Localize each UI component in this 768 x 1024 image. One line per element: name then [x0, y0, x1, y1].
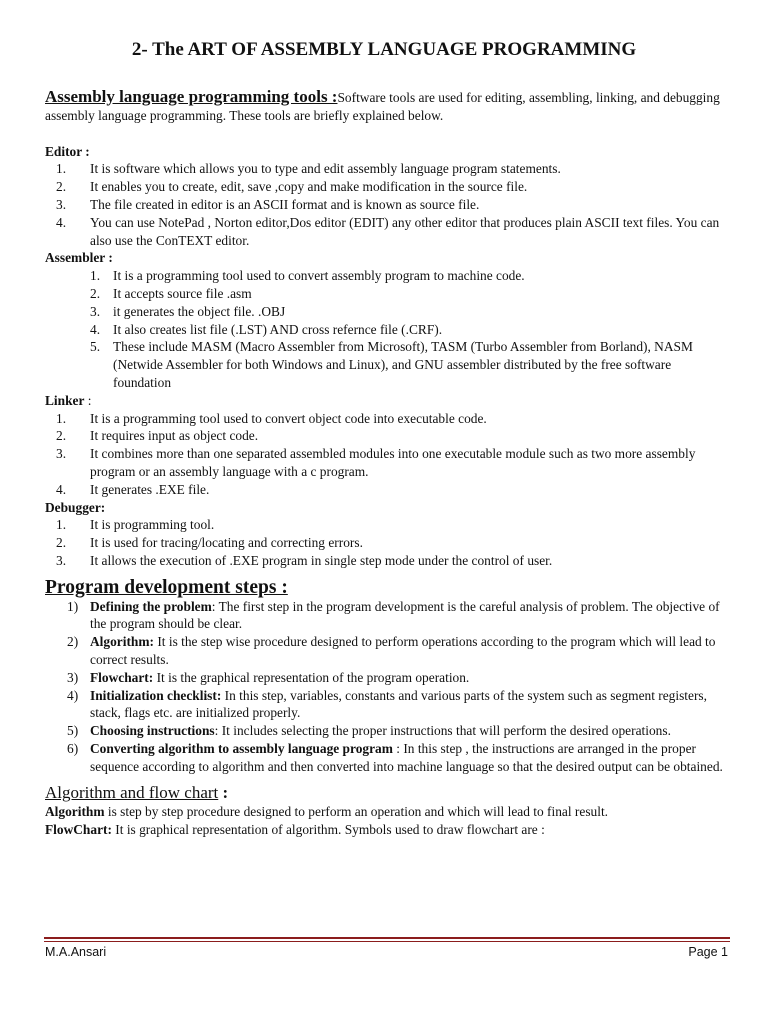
linker-heading: Linker — [45, 392, 85, 408]
step-term: Initialization checklist: — [90, 687, 222, 703]
assembler-heading: Assembler : — [45, 250, 113, 266]
list-number: 2. — [56, 179, 67, 195]
step-term: Algorithm: — [90, 634, 154, 650]
list-item — [45, 303, 725, 321]
list-number: 4. — [56, 481, 67, 497]
flowchart-term: FlowChart: — [45, 822, 112, 838]
list-item-text: These include MASM (Macro Assembler from Microsoft), TASM (Turbo Assembler from Borland), NASM (Netwide Assembler for both Windows and Linux), and GNU assembler distributed by the free software foundation — [113, 339, 693, 390]
flowchart-text: It is graphical representation of algorithm. Symbols used to draw flowchart are : — [111, 822, 545, 838]
list-item-text: It enables you to create, edit, save ,copy and make modification in the source file. — [90, 179, 528, 195]
tools-heading: Assembly language programming tools : — [45, 87, 338, 106]
footer-rule-thin — [44, 941, 730, 942]
list-number: 2. — [56, 535, 67, 551]
list-item-text: It is used for tracing/locating and correcting errors. — [90, 535, 363, 551]
list-item-text: it generates the object file. .OBJ — [113, 303, 286, 319]
list-number: 1. — [90, 268, 101, 284]
list-number: 1) — [67, 598, 79, 614]
list-item-text: You can use NotePad , Norton editor,Dos editor (EDIT) any other editor that produces plain ASCII text files. You can also use the ConTEXT editor. — [90, 214, 720, 248]
list-number: 2. — [90, 285, 101, 301]
algo-heading-line — [45, 784, 725, 802]
page-title: 2- The ART OF ASSEMBLY LANGUAGE PROGRAMMING — [131, 39, 637, 60]
list-item-text: It accepts source file .asm — [113, 285, 252, 301]
list-item — [45, 481, 725, 499]
list-number: 1. — [56, 410, 67, 426]
list-item — [45, 669, 725, 687]
list-item — [45, 516, 725, 534]
list-item-text: It is a programming tool used to convert assembly program to machine code. — [113, 268, 525, 284]
step-text: It is the step wise procedure designed to perform operations according to the program which will lead to correct results. — [90, 634, 716, 667]
list-item — [45, 427, 725, 445]
list-item — [45, 598, 725, 634]
list-number: 2. — [56, 428, 67, 444]
list-item — [45, 552, 725, 570]
step-term: Flowchart: — [90, 669, 154, 685]
step-text: In this step, variables, constants and various parts of the system such as segment registers, stack, flags etc. are initialized properly. — [90, 687, 707, 721]
list-number: 5) — [67, 723, 79, 739]
list-item — [45, 196, 725, 214]
list-number: 2) — [67, 634, 79, 650]
list-item — [45, 445, 725, 481]
list-number: 3. — [56, 552, 67, 568]
list-number: 3. — [90, 303, 101, 319]
tools-intro — [45, 88, 725, 125]
list-number: 4. — [56, 214, 67, 230]
list-item-text: It is software which allows you to type and edit assembly language program statements. — [90, 161, 561, 177]
step-text: : It includes selecting the proper instructions that will perform the desired operations. — [214, 723, 671, 739]
list-item-text: It combines more than one separated assembled modules into one executable module such as two more assembly program or an assembly language with a c program. — [90, 446, 696, 479]
list-item — [45, 740, 725, 776]
list-item — [45, 687, 725, 723]
step-term: Converting algorithm to assembly language program — [90, 740, 393, 756]
algo-heading: Algorithm and flow chart — [45, 783, 219, 803]
footer-author: M.A.Ansari — [45, 945, 107, 959]
list-item-text: It also creates list file (.LST) AND cross refernce file (.CRF). — [113, 321, 443, 337]
footer-page-number: Page 1 — [688, 945, 728, 959]
list-item — [45, 534, 725, 552]
step-term: Choosing instructions — [90, 723, 215, 739]
footer-rule — [44, 937, 730, 939]
algo-heading-colon: : — [218, 783, 229, 803]
list-item — [45, 160, 725, 178]
list-item-text: It generates .EXE file. — [90, 481, 210, 497]
list-item — [45, 722, 725, 740]
tools-intro-text: Software tools are used for editing, assembling, linking, and debugging assembly language programming. These tools are briefly explained below. — [45, 90, 720, 123]
algorithm-definition — [45, 803, 725, 821]
list-number: 4. — [90, 321, 101, 337]
list-item — [45, 338, 725, 391]
algorithm-text: is step by step procedure designed to perform an operation and which will lead to final result. — [104, 804, 609, 820]
step-text: : The first step in the program development is the careful analysis of problem. The objective of the program should be clear. — [90, 598, 720, 632]
list-number: 4) — [67, 687, 79, 703]
debugger-heading: Debugger: — [45, 499, 106, 515]
steps-heading: Program development steps : — [45, 576, 288, 598]
document-body — [45, 88, 725, 839]
editor-heading: Editor : — [45, 143, 90, 159]
spacer — [45, 125, 725, 143]
step-text: : In this step , the instructions are arranged in the proper sequence according to algorithm and then converted into machine language so that the desired output can be obtained. — [90, 740, 723, 774]
flowchart-definition — [45, 821, 725, 839]
list-item — [45, 214, 725, 250]
list-item-text: It requires input as object code. — [90, 428, 259, 444]
list-item — [45, 410, 725, 428]
step-term: Defining the problem — [90, 598, 212, 614]
list-item-text: It is a programming tool used to convert object code into executable code. — [90, 410, 487, 426]
debugger-list — [45, 516, 725, 569]
list-item — [45, 267, 725, 285]
linker-list — [45, 410, 725, 499]
list-number: 1. — [56, 161, 67, 177]
editor-list — [45, 160, 725, 249]
list-item — [45, 633, 725, 669]
algorithm-term: Algorithm — [45, 804, 105, 820]
step-text: It is the graphical representation of the program operation. — [153, 669, 470, 685]
linker-heading-line — [45, 392, 725, 410]
list-number: 5. — [90, 339, 101, 355]
list-item — [45, 285, 725, 303]
list-item — [45, 321, 725, 339]
steps-list — [45, 598, 725, 776]
list-number: 3. — [56, 196, 67, 212]
list-number: 3. — [56, 446, 67, 462]
list-number: 3) — [67, 669, 79, 685]
list-item — [45, 178, 725, 196]
list-number: 1. — [56, 517, 67, 533]
list-item-text: It allows the execution of .EXE program in single step mode under the control of user. — [90, 552, 553, 568]
assembler-list — [45, 267, 725, 392]
list-number: 6) — [67, 740, 79, 756]
linker-colon: : — [84, 392, 92, 408]
list-item-text: It is programming tool. — [90, 517, 215, 533]
list-item-text: The file created in editor is an ASCII format and is known as source file. — [90, 196, 480, 212]
